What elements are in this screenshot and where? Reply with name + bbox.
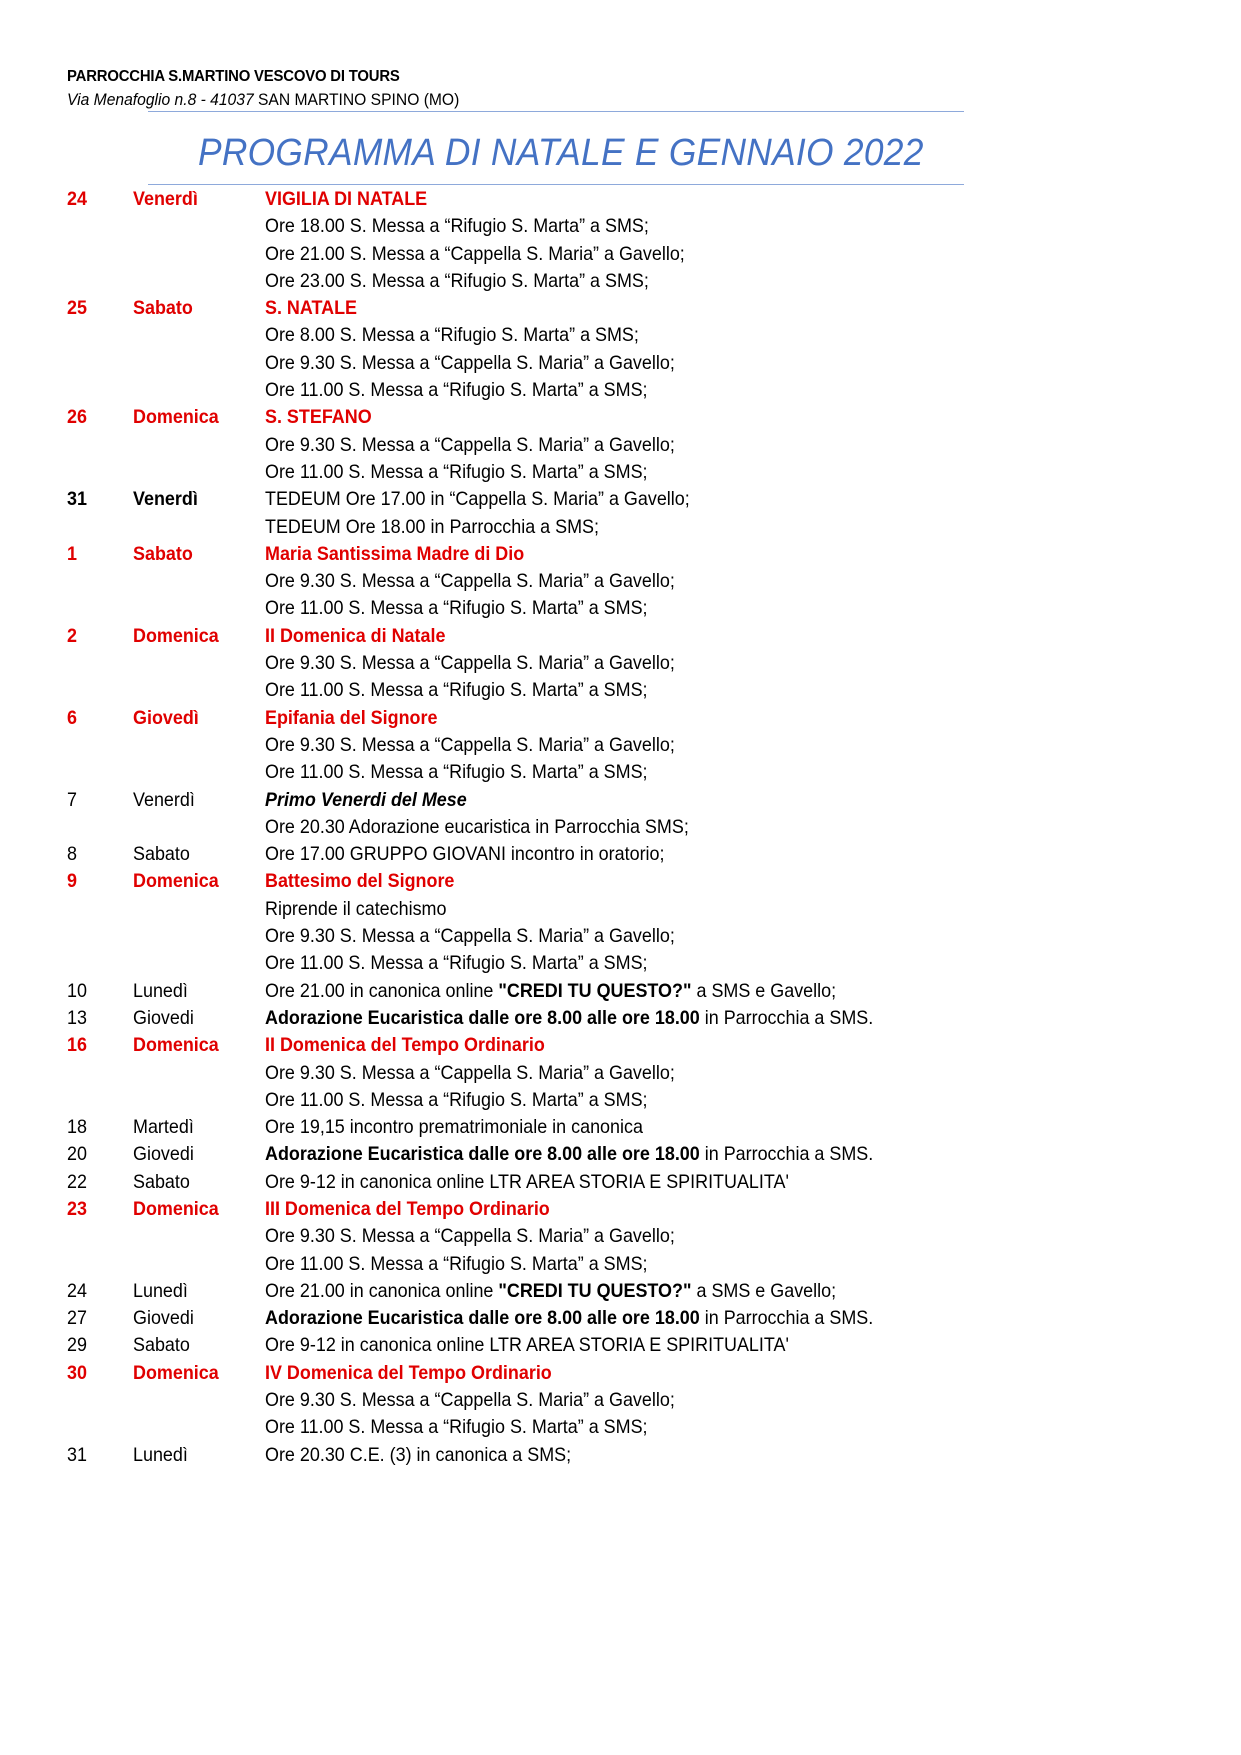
description-text: Ore 17.00 GRUPPO GIOVANI incontro in oratorio; [265, 843, 665, 866]
description-text: S. STEFANO [265, 406, 372, 429]
row-weekday: Domenica [133, 870, 219, 893]
description-text: Ore 11.00 S. Messa a “Rifugio S. Marta” a SMS; [265, 1088, 648, 1111]
row-weekday: Sabato [133, 1334, 190, 1357]
schedule-table [0, 186, 1241, 1469]
row-description [265, 1251, 648, 1278]
schedule-row [0, 404, 1241, 431]
schedule-row [0, 514, 1241, 541]
row-description [265, 705, 437, 732]
row-weekday: Venerdì [133, 188, 198, 210]
row-description [265, 1196, 550, 1223]
row-day: 31 [67, 488, 87, 511]
description-text: a SMS e Gavello; [691, 1279, 837, 1302]
description-text: Primo Venerdi del Mese [265, 788, 467, 811]
description-text: Ore 9.30 S. Messa a “Cappella S. Maria” a Gavello; [265, 570, 675, 593]
row-description [265, 432, 675, 459]
row-description [265, 1278, 836, 1305]
parish-name: PARROCCHIA S.MARTINO VESCOVO DI TOURS [67, 68, 400, 85]
row-description [265, 595, 648, 622]
row-day: 13 [67, 1006, 87, 1029]
row-day: 29 [67, 1334, 87, 1357]
row-weekday: Giovedi [133, 1307, 194, 1330]
description-text: TEDEUM Ore 18.00 in Parrocchia a SMS; [265, 515, 600, 538]
schedule-row [0, 1414, 1241, 1441]
description-text: Ore 21.00 in canonica online [265, 1279, 499, 1302]
schedule-row [0, 650, 1241, 677]
row-day: 30 [67, 1361, 87, 1384]
row-description [265, 732, 675, 759]
row-weekday: Giovedi [133, 1143, 194, 1166]
row-description [265, 1005, 873, 1032]
description-text: Ore 9.30 S. Messa a “Cappella S. Maria” a Gavello; [265, 925, 675, 948]
description-text: Ore 11.00 S. Messa a “Rifugio S. Marta” a SMS; [265, 597, 648, 620]
description-text: VIGILIA DI NATALE [265, 188, 428, 210]
description-text: Ore 11.00 S. Messa a “Rifugio S. Marta” a SMS; [265, 460, 648, 483]
description-text: "CREDI TU QUESTO?" [498, 979, 692, 1002]
row-weekday: Lunedì [133, 1279, 188, 1302]
row-description [265, 1360, 552, 1387]
description-text: IV Domenica del Tempo Ordinario [265, 1361, 552, 1384]
schedule-row [0, 1305, 1241, 1332]
description-text: Ore 9.30 S. Messa a “Cappella S. Maria” a Gavello; [265, 1225, 675, 1248]
description-text: Battesimo del Signore [265, 870, 455, 893]
schedule-row [0, 759, 1241, 786]
row-description [265, 950, 648, 977]
description-text: Ore 9.30 S. Messa a “Cappella S. Maria” a Gavello; [265, 433, 675, 456]
schedule-row [0, 1387, 1241, 1414]
schedule-row [0, 1005, 1241, 1032]
row-description [265, 514, 599, 541]
schedule-row [0, 1278, 1241, 1305]
row-weekday: Domenica [133, 1197, 219, 1220]
document-title: PROGRAMMA DI NATALE E GENNAIO 2022 [198, 132, 924, 174]
schedule-row [0, 896, 1241, 923]
schedule-row [0, 1360, 1241, 1387]
row-weekday: Lunedì [133, 979, 188, 1002]
row-description [265, 1141, 873, 1168]
schedule-row [0, 978, 1241, 1005]
row-day: 2 [67, 624, 77, 647]
schedule-row [0, 841, 1241, 868]
description-text: Ore 11.00 S. Messa a “Rifugio S. Marta” a SMS; [265, 1416, 648, 1439]
row-day: 24 [67, 188, 87, 210]
schedule-row [0, 732, 1241, 759]
schedule-row [0, 950, 1241, 977]
row-description [265, 1332, 789, 1359]
row-day: 22 [67, 1170, 87, 1193]
row-description [265, 1414, 648, 1441]
description-text: Ore 8.00 S. Messa a “Rifugio S. Marta” a SMS; [265, 324, 639, 347]
description-text: Ore 9-12 in canonica online LTR AREA STORIA E SPIRITUALITA' [265, 1170, 789, 1193]
title-divider [148, 184, 964, 185]
schedule-row [0, 1169, 1241, 1196]
row-day: 31 [67, 1443, 87, 1466]
description-text: Ore 9.30 S. Messa a “Cappella S. Maria” a Gavello; [265, 733, 675, 756]
row-description [265, 404, 372, 431]
row-description [265, 1223, 675, 1250]
parish-address [67, 90, 459, 110]
row-day: 23 [67, 1197, 87, 1220]
description-text: in Parrocchia a SMS. [699, 1307, 874, 1330]
description-text: Adorazione Eucaristica dalle ore 8.00 alle ore 18.00 [265, 1143, 700, 1166]
row-description [265, 1169, 789, 1196]
row-day: 26 [67, 406, 87, 429]
row-day: 20 [67, 1143, 87, 1166]
description-text: Ore 20.30 C.E. (3) in canonica a SMS; [265, 1443, 572, 1466]
description-text: Ore 9.30 S. Messa a “Cappella S. Maria” a Gavello; [265, 1389, 675, 1412]
schedule-row [0, 186, 1241, 213]
schedule-row [0, 814, 1241, 841]
description-text: Ore 18.00 S. Messa a “Rifugio S. Marta” a SMS; [265, 215, 649, 238]
row-description [265, 677, 648, 704]
description-text: Ore 11.00 S. Messa a “Rifugio S. Marta” a SMS; [265, 1252, 648, 1275]
description-text: Ore 20.30 Adorazione eucaristica in Parrocchia SMS; [265, 815, 689, 838]
row-day: 8 [67, 843, 77, 866]
row-description [265, 459, 648, 486]
row-description [265, 1087, 648, 1114]
description-text: III Domenica del Tempo Ordinario [265, 1197, 550, 1220]
description-text: Ore 21.00 in canonica online [265, 979, 499, 1002]
schedule-row [0, 1141, 1241, 1168]
schedule-row [0, 322, 1241, 349]
row-description [265, 868, 454, 895]
schedule-row [0, 1251, 1241, 1278]
row-description [265, 787, 467, 814]
row-description [265, 322, 639, 349]
schedule-row [0, 568, 1241, 595]
row-description [265, 295, 357, 322]
description-text: Ore 9.30 S. Messa a “Cappella S. Maria” a Gavello; [265, 1061, 675, 1084]
row-weekday: Sabato [133, 1170, 190, 1193]
row-description [265, 568, 675, 595]
description-text: TEDEUM Ore 17.00 in “Cappella S. Maria” a Gavello; [265, 488, 690, 511]
schedule-row [0, 623, 1241, 650]
row-weekday: Giovedi [133, 1006, 194, 1029]
row-description [265, 1032, 545, 1059]
description-text: Ore 11.00 S. Messa a “Rifugio S. Marta” a SMS; [265, 761, 648, 784]
schedule-row [0, 1223, 1241, 1250]
schedule-row [0, 1032, 1241, 1059]
row-description [265, 923, 675, 950]
schedule-row [0, 1332, 1241, 1359]
row-weekday: Venerdì [133, 788, 195, 811]
address-city: SAN MARTINO SPINO (MO) [253, 90, 460, 109]
row-description [265, 896, 446, 923]
schedule-row [0, 1087, 1241, 1114]
header-divider [148, 111, 964, 112]
row-day: 6 [67, 706, 77, 729]
row-description [265, 377, 648, 404]
description-text: Ore 11.00 S. Messa a “Rifugio S. Marta” a SMS; [265, 679, 648, 702]
description-text: a SMS e Gavello; [691, 979, 837, 1002]
schedule-row [0, 350, 1241, 377]
row-weekday: Lunedì [133, 1443, 188, 1466]
description-text: Riprende il catechismo [265, 897, 447, 920]
schedule-row [0, 432, 1241, 459]
description-text: Ore 9-12 in canonica online LTR AREA STORIA E SPIRITUALITA' [265, 1334, 789, 1357]
schedule-row [0, 377, 1241, 404]
schedule-row [0, 241, 1241, 268]
row-description [265, 350, 675, 377]
row-weekday: Giovedì [133, 706, 199, 729]
schedule-row [0, 1196, 1241, 1223]
description-text: Ore 9.30 S. Messa a “Cappella S. Maria” a Gavello; [265, 652, 675, 675]
schedule-row [0, 1442, 1241, 1469]
schedule-row [0, 787, 1241, 814]
row-weekday: Venerdì [133, 488, 198, 511]
row-day: 18 [67, 1116, 87, 1139]
row-description [265, 1114, 643, 1141]
description-text: Epifania del Signore [265, 706, 438, 729]
row-description [265, 1305, 873, 1332]
description-text: "CREDI TU QUESTO?" [498, 1279, 692, 1302]
schedule-row [0, 268, 1241, 295]
description-text: II Domenica del Tempo Ordinario [265, 1034, 545, 1057]
schedule-row [0, 868, 1241, 895]
row-description [265, 1387, 675, 1414]
schedule-row [0, 213, 1241, 240]
row-day: 27 [67, 1307, 87, 1330]
row-weekday: Domenica [133, 1361, 219, 1384]
description-text: Adorazione Eucaristica dalle ore 8.00 alle ore 18.00 [265, 1307, 700, 1330]
description-text: Maria Santissima Madre di Dio [265, 542, 525, 565]
description-text: Ore 21.00 S. Messa a “Cappella S. Maria” a Gavello; [265, 242, 685, 265]
row-day: 25 [67, 297, 87, 320]
schedule-row [0, 705, 1241, 732]
row-description [265, 759, 648, 786]
row-day: 7 [67, 788, 77, 811]
row-description [265, 486, 690, 513]
description-text: Ore 9.30 S. Messa a “Cappella S. Maria” a Gavello; [265, 351, 675, 374]
row-description [265, 1442, 571, 1469]
row-weekday: Domenica [133, 1034, 219, 1057]
description-text: Ore 23.00 S. Messa a “Rifugio S. Marta” a SMS; [265, 269, 649, 292]
row-day: 10 [67, 979, 87, 1002]
row-description [265, 268, 649, 295]
row-description [265, 1060, 675, 1087]
row-day: 9 [67, 870, 77, 893]
row-description [265, 623, 445, 650]
row-weekday: Domenica [133, 624, 219, 647]
schedule-row [0, 677, 1241, 704]
description-text: in Parrocchia a SMS. [699, 1006, 874, 1029]
row-description [265, 650, 675, 677]
row-day: 24 [67, 1279, 87, 1302]
schedule-row [0, 541, 1241, 568]
description-text: Ore 19,15 incontro prematrimoniale in canonica [265, 1116, 643, 1139]
row-weekday: Sabato [133, 542, 193, 565]
row-weekday: Sabato [133, 297, 193, 320]
schedule-row [0, 1114, 1241, 1141]
row-description [265, 978, 836, 1005]
schedule-row [0, 486, 1241, 513]
schedule-row [0, 595, 1241, 622]
row-day: 1 [67, 542, 77, 565]
schedule-row [0, 459, 1241, 486]
row-description [265, 814, 689, 841]
row-description [265, 841, 664, 868]
schedule-row [0, 295, 1241, 322]
description-text: S. NATALE [265, 297, 358, 320]
schedule-row [0, 923, 1241, 950]
description-text: II Domenica di Natale [265, 624, 446, 647]
description-text: Adorazione Eucaristica dalle ore 8.00 alle ore 18.00 [265, 1006, 700, 1029]
row-description [265, 241, 685, 268]
row-day: 16 [67, 1034, 87, 1057]
row-weekday: Domenica [133, 406, 219, 429]
description-text: Ore 11.00 S. Messa a “Rifugio S. Marta” a SMS; [265, 379, 648, 402]
row-weekday: Martedì [133, 1116, 194, 1139]
row-description [265, 213, 649, 240]
row-weekday: Sabato [133, 843, 190, 866]
address-street: Via Menafoglio n.8 - 41037 [67, 90, 254, 109]
description-text: Ore 11.00 S. Messa a “Rifugio S. Marta” a SMS; [265, 952, 648, 975]
row-description [265, 186, 427, 213]
row-description [265, 541, 524, 568]
description-text: in Parrocchia a SMS. [699, 1143, 874, 1166]
schedule-row [0, 1060, 1241, 1087]
